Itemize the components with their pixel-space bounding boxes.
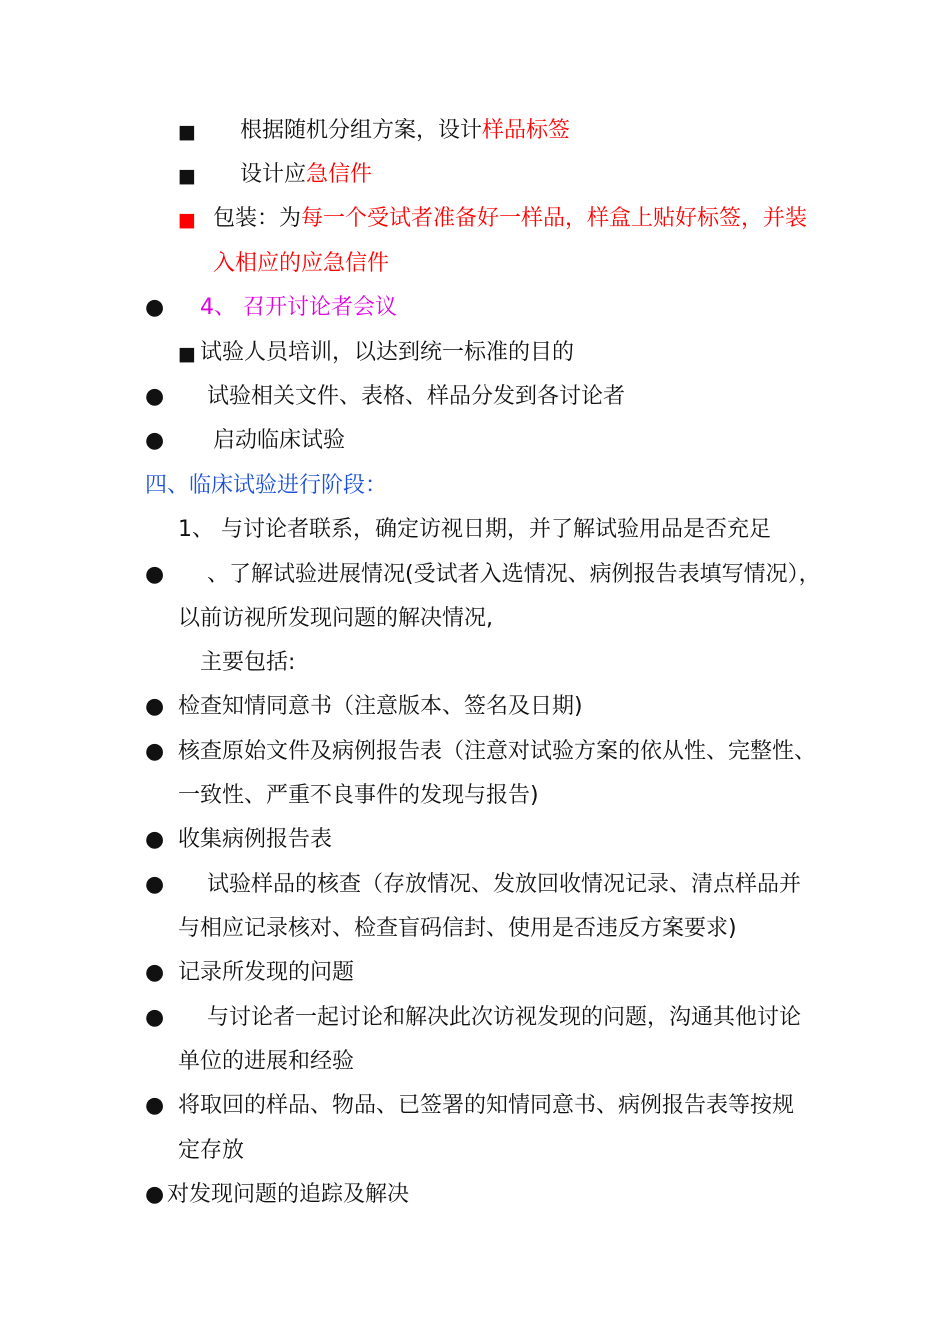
dot-bullet: ● (145, 428, 165, 453)
text-line-7: 试验相关文件、表格、样品分发到各讨论者 (207, 384, 626, 409)
dot-bullet: ● (145, 739, 165, 764)
text-line-21: 与讨论者一起讨论和解决此次访视发现的问题，沟通其他讨论 (207, 1005, 802, 1030)
text-line-3 (213, 204, 807, 234)
square-bullet: ■ (178, 343, 196, 365)
square-bullet: ■ (178, 165, 196, 187)
text-line-2 (240, 160, 372, 190)
square-bullet: ■ (178, 121, 196, 143)
text-line-25: 对发现问题的追踪及解决 (167, 1182, 410, 1207)
text-line-20: 记录所发现的问题 (178, 960, 355, 985)
dot-bullet: ● (145, 1093, 165, 1118)
highlighted-text: 样品标签 (482, 118, 571, 143)
section-heading-meeting: 4、 召开讨论者会议 (200, 295, 397, 320)
text-line-12: 以前访视所发现问题的解决情况, (178, 606, 493, 631)
text-line-23: 将取回的样品、物品、已签署的知情同意书、病例报告表等按规 (178, 1093, 795, 1118)
text-segment: 设计应 (240, 162, 307, 187)
text-line-16: 一致性、严重不良事件的发现与报告) (178, 783, 539, 808)
text-line-18: 试验样品的核查（存放情况、发放回收情况记录、清点样品并 (207, 872, 802, 897)
section-heading-phase-four: 四、临床试验进行阶段： (145, 473, 388, 498)
dot-bullet: ● (145, 827, 165, 852)
text-line-11: 、了解试验进展情况(受试者入选情况、病例报告表填写情况）， (207, 562, 821, 587)
text-line-10: 1、 与讨论者联系，确定访视日期，并了解试验用品是否充足 (178, 517, 771, 542)
dot-bullet: ● (145, 960, 165, 985)
dot-bullet: ● (145, 1182, 165, 1207)
text-segment: 根据随机分组方案，设计 (240, 118, 483, 143)
text-line-8: 启动临床试验 (213, 428, 346, 453)
highlighted-text: 每一个受试者准备好一样品，样盒上贴好标签，并装 (301, 206, 808, 231)
text-line-6: 试验人员培训，以达到统一标准的目的 (200, 340, 575, 365)
dot-bullet: ● (145, 694, 165, 719)
text-line-15: 核查原始文件及病例报告表（注意对试验方案的依从性、完整性、 (178, 739, 817, 764)
dot-bullet: ● (145, 384, 165, 409)
highlighted-text: 急信件 (306, 162, 373, 187)
text-line-4: 入相应的应急信件 (213, 251, 390, 276)
text-line-13: 主要包括: (200, 650, 296, 675)
text-line-1 (240, 116, 570, 146)
text-line-19: 与相应记录核对、检查盲码信封、使用是否违反方案要求) (178, 916, 737, 941)
text-segment: 包装：为 (213, 206, 302, 231)
text-line-24: 定存放 (178, 1138, 245, 1163)
text-line-17: 收集病例报告表 (178, 827, 333, 852)
dot-bullet: ● (145, 872, 165, 897)
square-bullet-red: ■ (178, 209, 196, 231)
text-line-22: 单位的进展和经验 (178, 1049, 355, 1074)
dot-bullet: ● (145, 295, 165, 320)
dot-bullet: ● (145, 562, 165, 587)
text-line-14: 检查知情同意书（注意版本、签名及日期) (178, 694, 583, 719)
dot-bullet: ● (145, 1005, 165, 1030)
